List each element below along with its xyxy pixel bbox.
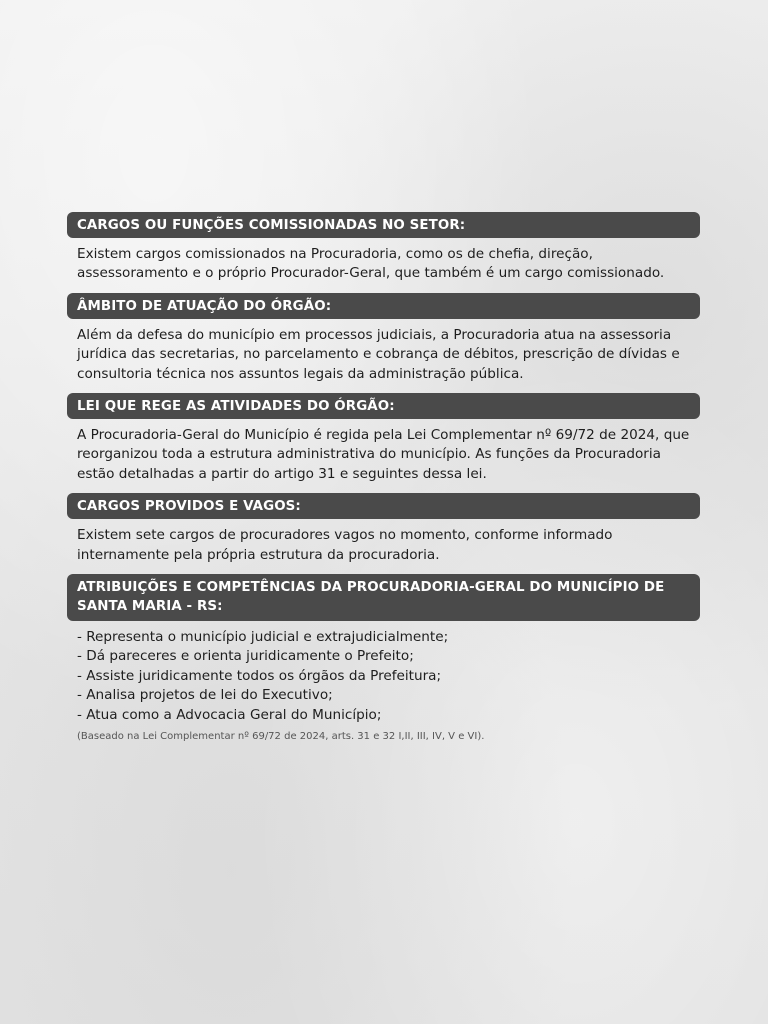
attributions-list — [77, 628, 690, 725]
section-text — [67, 519, 700, 574]
document-content — [67, 212, 700, 753]
section-scope-of-action — [67, 293, 700, 393]
list-item: - Assiste juridicamente todos os órgãos da Prefeitura; — [77, 667, 442, 684]
section-title: ÂMBITO DE ATUAÇÃO DO ÓRGÃO: — [67, 293, 700, 319]
list-item: - Dá pareceres e orienta juridicamente o Prefeito; — [77, 648, 414, 665]
section-text — [67, 419, 700, 493]
section-attributions-and-competences — [67, 574, 700, 753]
section-title: CARGOS PROVIDOS E VAGOS: — [67, 493, 700, 519]
section-governing-law — [67, 393, 700, 493]
section-paragraph: A Procuradoria-Geral do Município é regida pela Lei Complementar nº 69/72 de 2024, que reorganizou toda a estrutura administrativa do município. As funções da Procuradoria estão detalhadas a partir do artigo 31 e seguintes dessa lei. — [77, 427, 690, 482]
section-text — [67, 319, 700, 393]
section-text — [67, 238, 700, 293]
section-title: LEI QUE REGE AS ATIVIDADES DO ÓRGÃO: — [67, 393, 700, 419]
section-filled-and-vacant-positions — [67, 493, 700, 574]
section-title: ATRIBUIÇÕES E COMPETÊNCIAS DA PROCURADORIA-GERAL DO MUNICÍPIO DE SANTA MARIA - RS: — [67, 574, 700, 621]
footnote: (Baseado na Lei Complementar nº 69/72 de 2024, arts. 31 e 32 I,II, III, IV, V e VI). — [77, 731, 485, 743]
list-item: - Analisa projetos de lei do Executivo; — [77, 687, 333, 704]
section-text — [67, 621, 700, 753]
section-paragraph: Existem cargos comissionados na Procuradoria, como os de chefia, direção, assessoramento e o próprio Procurador-Geral, que também é um cargo comissionado. — [77, 246, 665, 282]
section-commissioned-positions — [67, 212, 700, 293]
section-title: CARGOS OU FUNÇÕES COMISSIONADAS NO SETOR: — [67, 212, 700, 238]
section-paragraph: Existem sete cargos de procuradores vagos no momento, conforme informado internamente pela própria estrutura da procuradoria. — [77, 527, 613, 563]
list-item: - Atua como a Advocacia Geral do Município; — [77, 706, 382, 723]
section-paragraph: Além da defesa do município em processos judiciais, a Procuradoria atua na assessoria jurídica das secretarias, no parcelamento e cobrança de débitos, prescrição de dívidas e consultoria técnica nos assuntos legais da administração pública. — [77, 326, 680, 382]
list-item: - Representa o município judicial e extrajudicialmente; — [77, 629, 449, 646]
